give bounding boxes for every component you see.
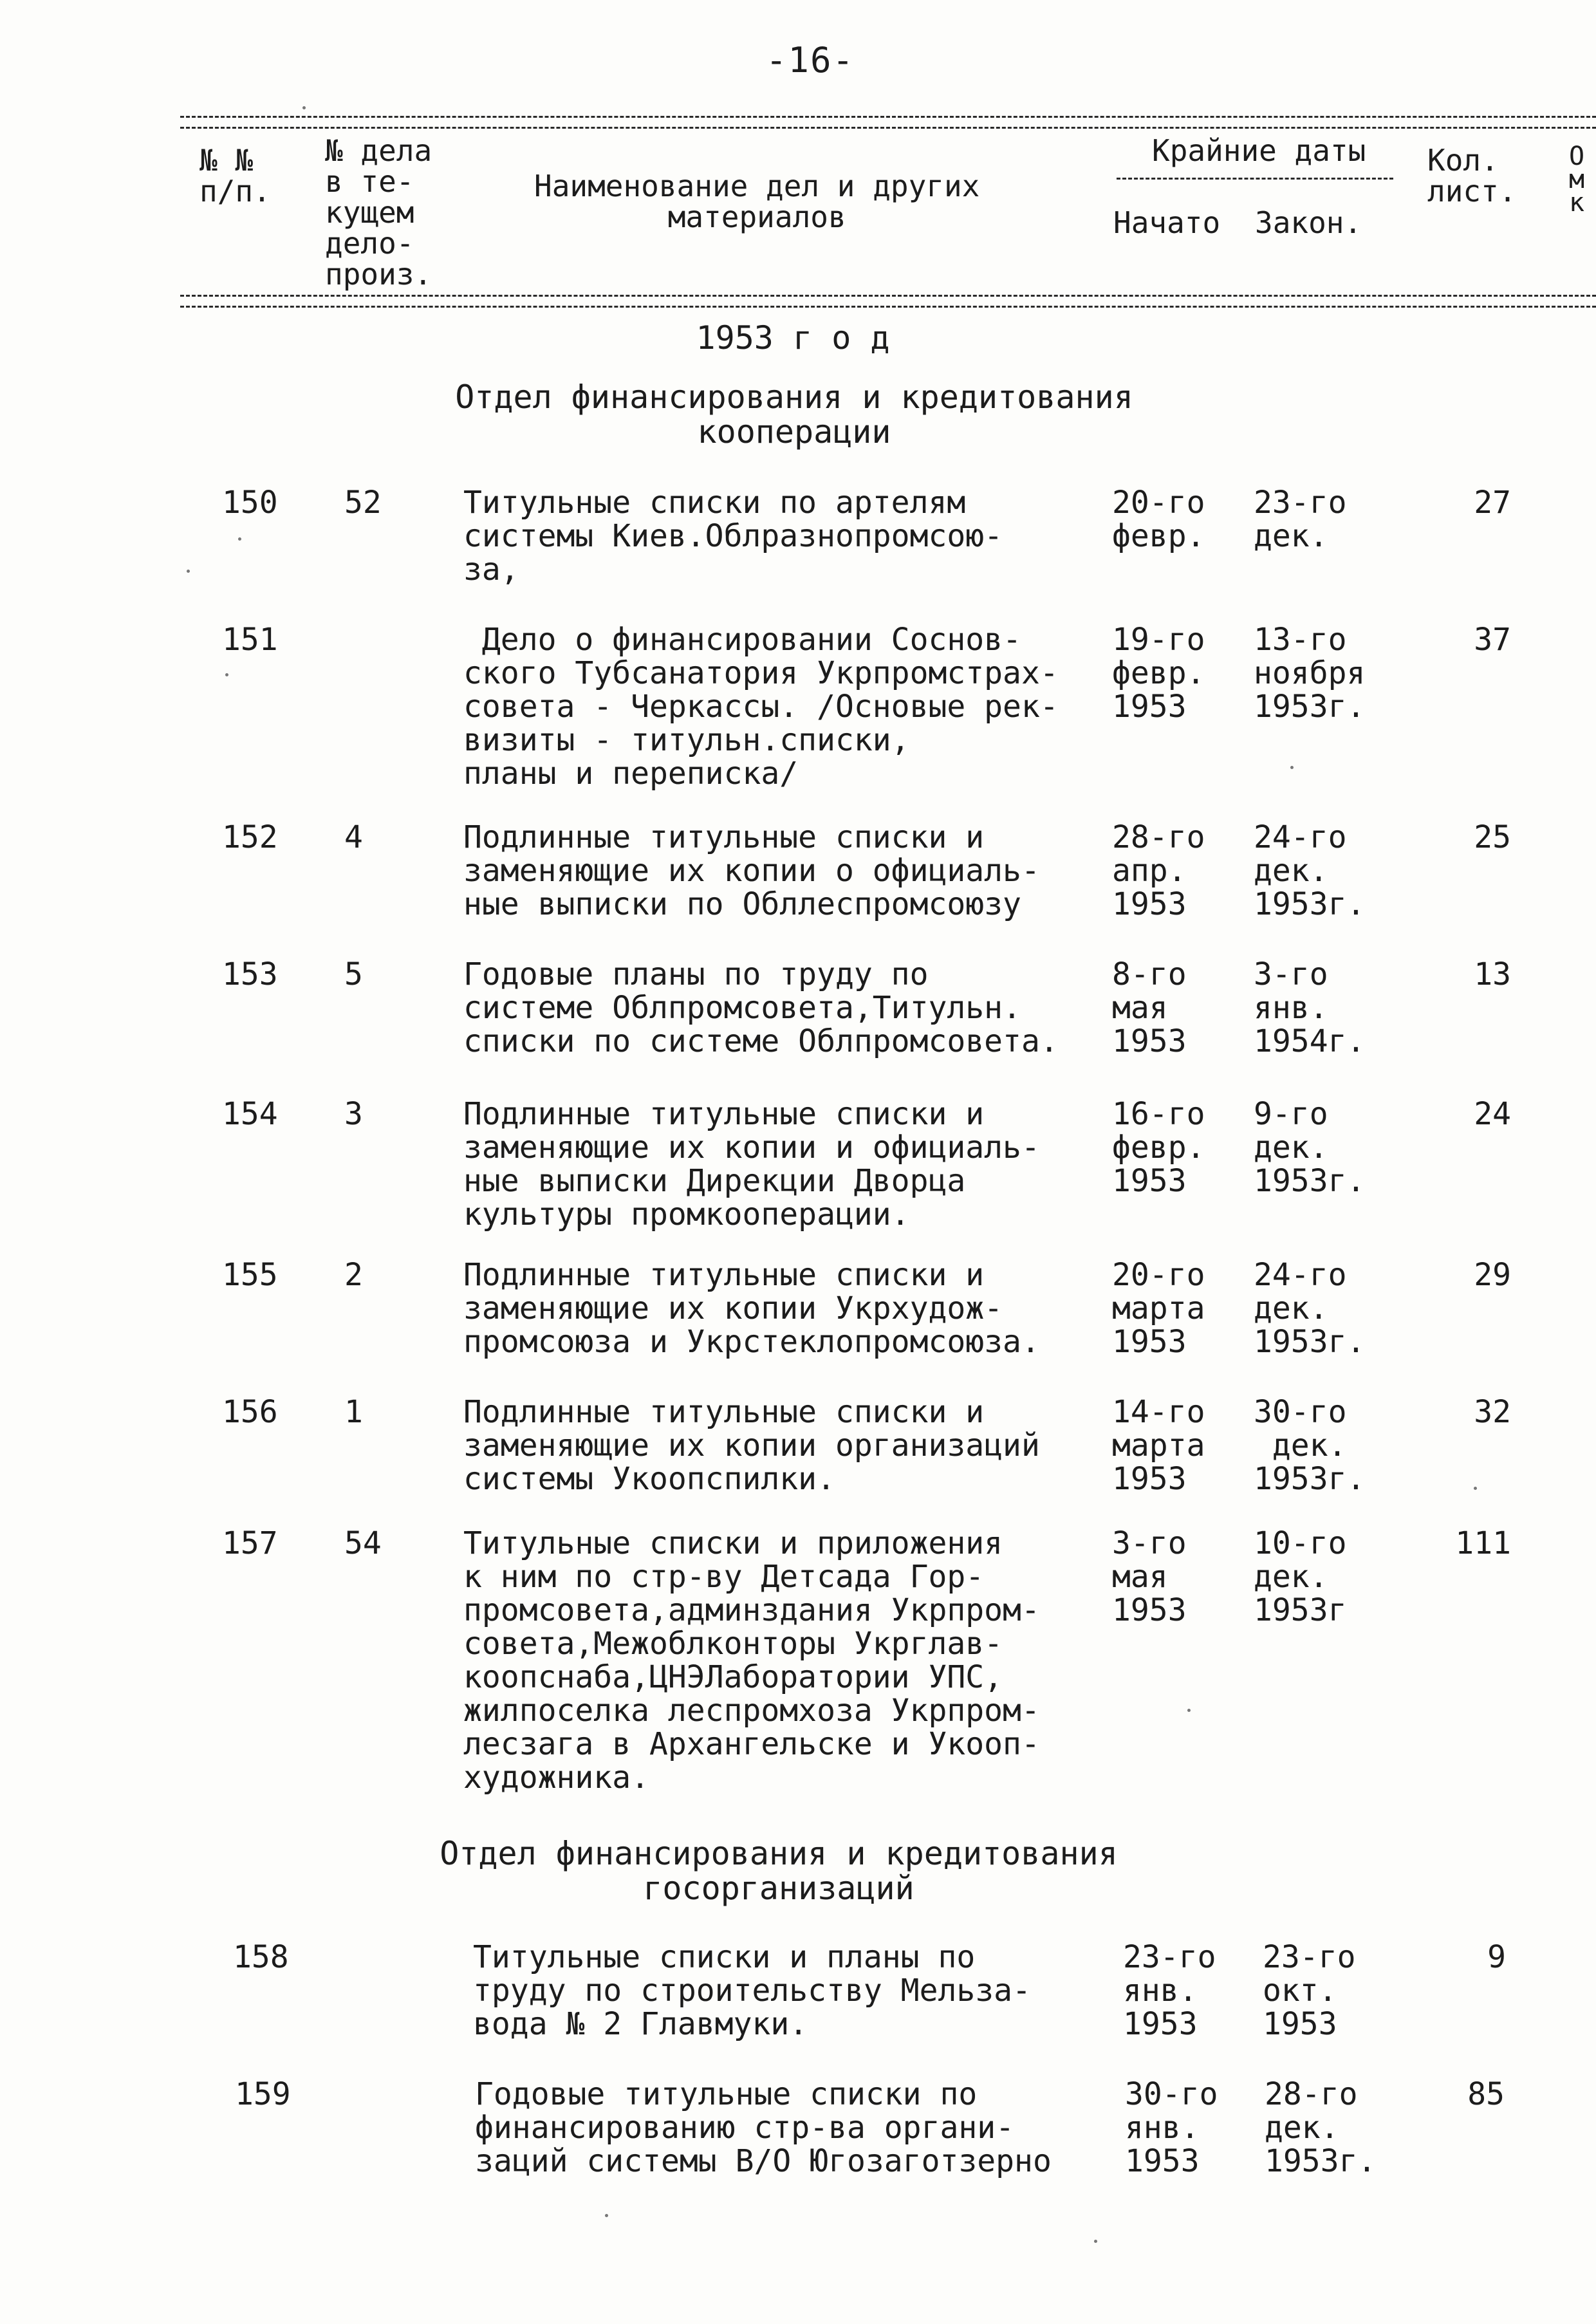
section-heading-state-organizations: Отдел финансирования и кредитования госорганизаций [440, 1835, 1118, 1907]
date-end: 24-го дек. 1953г. [1254, 1257, 1366, 1360]
scan-speck [1474, 1487, 1477, 1490]
case-number: 52 [344, 485, 382, 521]
row-number: 154 [222, 1096, 278, 1132]
page-number: -16- [766, 40, 855, 80]
date-start: 8-го мая 1953 [1112, 956, 1187, 1059]
date-end: 10-го дек. 1953г [1254, 1525, 1347, 1628]
header-col-case: № дела в те- кущем дело- произ. [325, 133, 432, 292]
sheet-count: 29 [1474, 1257, 1511, 1293]
date-end: 23-го дек. [1254, 485, 1347, 554]
row-number: 159 [235, 2076, 291, 2112]
case-number: 2 [344, 1257, 363, 1293]
scan-speck [302, 106, 306, 109]
date-start: 3-го мая 1953 [1112, 1525, 1187, 1628]
file-title: Подлинные титульные списки и заменяющие их копии организаций системы Укоопспилки. [463, 1394, 1040, 1497]
date-end: 24-го дек. 1953г. [1254, 819, 1366, 922]
date-start: 16-го февр. 1953 [1112, 1096, 1205, 1199]
row-number: 158 [233, 1939, 289, 1975]
case-number: 5 [344, 956, 363, 992]
sheet-count: 9 [1487, 1939, 1506, 1975]
row-number: 155 [222, 1257, 278, 1293]
date-start: 30-го янв. 1953 [1125, 2076, 1218, 2179]
date-start: 19-го февр. 1953 [1112, 622, 1205, 725]
scan-speck [1187, 1709, 1191, 1712]
sheet-count: 85 [1467, 2076, 1505, 2112]
year-heading: 1953 г о д [696, 319, 890, 357]
date-end: 30-го дек. 1953г. [1254, 1394, 1366, 1497]
date-end: 13-го ноября 1953г. [1254, 622, 1366, 725]
scan-speck [1290, 766, 1294, 769]
file-title: Подлинные титульные списки и заменяющие их копии Укрхудож- промсоюза и Укрстеклопромсоюза. [463, 1257, 1040, 1360]
section-heading-cooperation: Отдел финансирования и кредитования кооперации [455, 378, 1133, 451]
scan-speck [1094, 2240, 1097, 2243]
file-title: Подлинные титульные списки и заменяющие их копии и официаль- ные выписки Дирекции Дворца культуры промкооперации. [463, 1096, 1040, 1232]
file-title: Титульные списки и планы по труду по строительству Мельза- вода № 2 Главмуки. [473, 1939, 1031, 2042]
date-end: 28-го дек. 1953г. [1265, 2076, 1377, 2179]
case-number: 1 [344, 1394, 363, 1430]
scan-speck [605, 2214, 608, 2217]
header-bottom-rule [180, 295, 1596, 308]
header-col-start: Начато [1113, 205, 1221, 240]
file-title: Подлинные титульные списки и заменяющие их копии о официаль- ные выписки по Обллеспромсоюзу [463, 819, 1040, 922]
file-title: Годовые планы по труду по системе Облпромсовета,Титульн. списки по системе Облпромсовета. [463, 956, 1059, 1059]
row-number: 157 [222, 1525, 278, 1561]
date-start: 28-го апр. 1953 [1112, 819, 1205, 922]
scan-speck [225, 673, 228, 676]
date-start: 20-го марта 1953 [1112, 1257, 1205, 1360]
date-start: 20-го февр. [1112, 485, 1205, 554]
file-title: Дело о финансировании Соснов- ского Тубсанатория Укрпромстрах- совета - Черкассы. /Основые рек- визиты - титульн.списки, планы и переписка/ [463, 622, 1059, 792]
sheet-count: 32 [1474, 1394, 1511, 1430]
sheet-count: 24 [1474, 1096, 1511, 1132]
date-start: 14-го марта 1953 [1112, 1394, 1205, 1497]
case-number: 3 [344, 1096, 363, 1132]
file-title: Годовые титульные списки по финансированию стр-ва органи- заций системы В/О Югозаготзерно [475, 2076, 1052, 2179]
header-top-rule [180, 116, 1596, 129]
header-col-sheets: Кол. лист. [1427, 143, 1517, 209]
file-title: Титульные списки по артелям системы Киев.Облразнопромсою- за, [463, 485, 1003, 588]
header-dates-divider [1117, 178, 1393, 180]
row-number: 153 [222, 956, 278, 992]
row-number: 150 [222, 485, 278, 521]
sheet-count: 25 [1474, 819, 1511, 855]
file-title: Титульные списки и приложения к ним по стр-ву Детсада Гор- промсовета,админздания Укрпром- совета,Межоблконторы Укрглав- коопснаба,ЦНЭЛаборатории УПС, жилпоселка леспромхоза Укрпром- лесзага в Архангельске и Укооп- художника. [463, 1525, 1040, 1796]
scan-speck [187, 570, 190, 573]
scan-speck [238, 537, 241, 541]
sheet-count: 111 [1455, 1525, 1511, 1561]
header-col-no: № № п/п. [200, 143, 271, 209]
sheet-count: 27 [1474, 485, 1511, 521]
date-start: 23-го янв. 1953 [1123, 1939, 1216, 2042]
header-col-title: Наименование дел и других материалов [534, 169, 980, 234]
case-number: 4 [344, 819, 363, 855]
date-end: 9-го дек. 1953г. [1254, 1096, 1366, 1199]
date-end: 23-го окт. 1953 [1263, 1939, 1356, 2042]
row-number: 151 [222, 622, 278, 658]
header-col-dates: Крайние даты [1152, 133, 1366, 168]
date-end: 3-го янв. 1954г. [1254, 956, 1366, 1059]
row-number: 156 [222, 1394, 278, 1430]
sheet-count: 13 [1474, 956, 1511, 992]
sheet-count: 37 [1474, 622, 1511, 658]
row-number: 152 [222, 819, 278, 855]
header-col-note: О м к [1569, 142, 1585, 218]
header-col-end: Закон. [1255, 205, 1362, 240]
case-number: 54 [344, 1525, 382, 1561]
